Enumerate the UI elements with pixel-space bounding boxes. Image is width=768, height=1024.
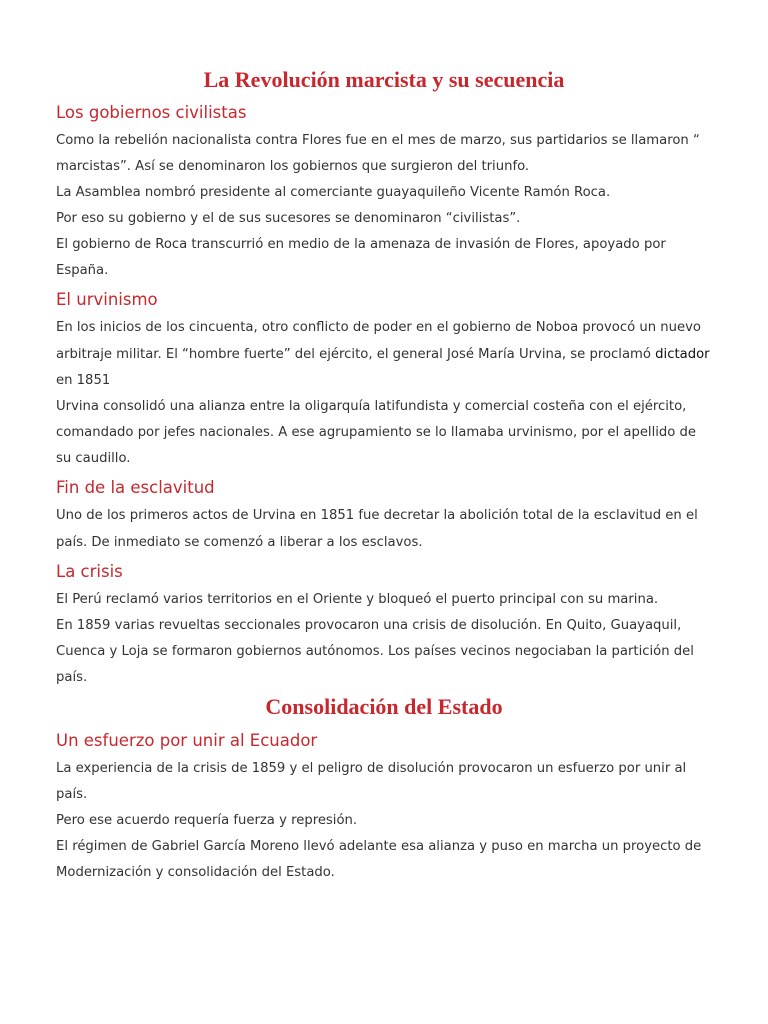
paragraph-line: Como la rebelión nacionalista contra Flores fue en el mes de marzo, sus partidarios se llamaron “ [56, 133, 700, 148]
paragraph-line: país. [56, 670, 88, 685]
heading-gobiernos-civilistas: Los gobiernos civilistas [56, 103, 247, 122]
heading-urvinismo: El urvinismo [56, 290, 158, 309]
paragraph-line: Uno de los primeros actos de Urvina en 1851 fue decretar la abolición total de la esclavitud en el [56, 508, 698, 523]
paragraph-line: El Perú reclamó varios territorios en el Oriente y bloqueó el puerto principal con su marina. [56, 592, 659, 607]
paragraph-line-with-term [56, 342, 710, 368]
main-title: La Revolución marcista y su secuencia [203, 67, 565, 92]
paragraph-line: La Asamblea nombró presidente al comerciante guayaquileño Vicente Ramón Roca. [56, 185, 611, 200]
term-dictador: dictador [655, 347, 710, 362]
paragraph-line: en 1851 [56, 373, 111, 388]
paragraph-line: Urvina consolidó una alianza entre la oligarquía latifundista y comercial costeña con el ejército, [56, 399, 687, 414]
paragraph-line: Modernización y consolidación del Estado. [56, 865, 335, 880]
paragraph-line: El régimen de Gabriel García Moreno llevó adelante esa alianza y puso en marcha un proyecto de [56, 839, 702, 854]
paragraph-line: En 1859 varias revueltas seccionales provocaron una crisis de disolución. En Quito, Guayaquil, [56, 618, 682, 633]
paragraph-line: país. De inmediato se comenzó a liberar a los esclavos. [56, 535, 423, 550]
paragraph-line: En los inicios de los cincuenta, otro conflicto de poder en el gobierno de Noboa provocó un nuevo [56, 320, 701, 335]
paragraph-line: La experiencia de la crisis de 1859 y el peligro de disolución provocaron un esfuerzo por unir al [56, 761, 687, 776]
paragraph-line: Cuenca y Loja se formaron gobiernos autónomos. Los países vecinos negociaban la partición del [56, 644, 694, 659]
paragraph-line: marcistas”. Así se denominaron los gobiernos que surgieron del triunfo. [56, 159, 530, 174]
heading-la-crisis: La crisis [56, 562, 123, 581]
paragraph-line: su caudillo. [56, 451, 131, 466]
paragraph-line: Pero ese acuerdo requería fuerza y represión. [56, 813, 358, 828]
paragraph-line: país. [56, 787, 88, 802]
paragraph-line: arbitraje militar. El “hombre fuerte” del ejército, el general José María Urvina, se proclamó [56, 347, 651, 362]
section-title-consolidacion: Consolidación del Estado [265, 694, 503, 719]
heading-fin-esclavitud: Fin de la esclavitud [56, 478, 215, 497]
paragraph-line: El gobierno de Roca transcurrió en medio de la amenaza de invasión de Flores, apoyado por [56, 237, 666, 252]
paragraph-line: Por eso su gobierno y el de sus sucesores se denominaron “civilistas”. [56, 211, 521, 226]
heading-esfuerzo-unir: Un esfuerzo por unir al Ecuador [56, 731, 318, 750]
paragraph-line: España. [56, 263, 109, 278]
paragraph-line: comandado por jefes nacionales. A ese agrupamiento se lo llamaba urvinismo, por el apellido de [56, 425, 697, 440]
